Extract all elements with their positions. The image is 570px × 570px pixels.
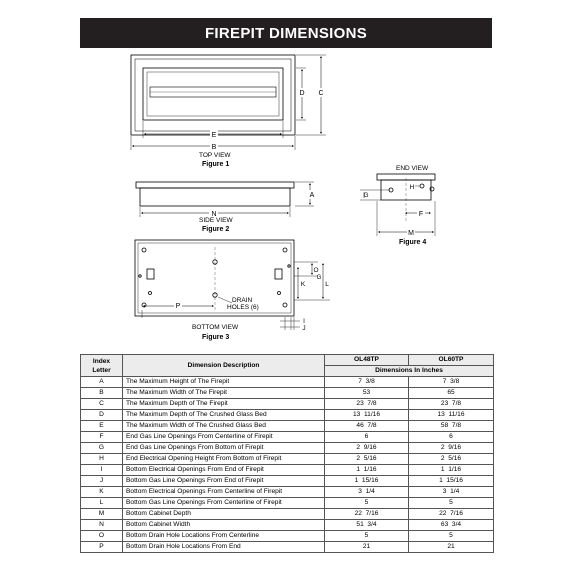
index-letter-cell: D bbox=[81, 410, 123, 421]
index-letter-cell: J bbox=[81, 476, 123, 487]
ol48tp-value-cell: 1 15/16 bbox=[325, 476, 409, 487]
table-row bbox=[81, 399, 494, 410]
ol60tp-value-cell: 22 7/16 bbox=[409, 509, 494, 520]
figure-4-view-label: END VIEW bbox=[396, 165, 429, 172]
ol48tp-value-cell: 2 5/16 bbox=[325, 454, 409, 465]
dim-letter-g-end: G bbox=[363, 192, 369, 199]
header-index-letter: Index Letter bbox=[81, 355, 123, 377]
description-cell: Bottom Cabinet Width bbox=[123, 520, 325, 531]
description-cell: Bottom Gas Line Openings From Centerline of Firepit bbox=[123, 498, 325, 509]
ol48tp-value-cell: 7 3/8 bbox=[325, 377, 409, 388]
ol60tp-value-cell: 5 bbox=[409, 531, 494, 542]
dim-letter-m: M bbox=[408, 230, 414, 237]
table-row bbox=[81, 498, 494, 509]
ol48tp-value-cell: 5 bbox=[325, 498, 409, 509]
table-row bbox=[81, 432, 494, 443]
table-row bbox=[81, 542, 494, 553]
ol60tp-value-cell: 13 11/16 bbox=[409, 410, 494, 421]
dim-letter-j: J bbox=[302, 325, 306, 332]
table-row bbox=[81, 454, 494, 465]
ol60tp-value-cell: 23 7/8 bbox=[409, 399, 494, 410]
dim-letter-o: O bbox=[313, 267, 319, 274]
figure-3-view-label: BOTTOM VIEW bbox=[192, 324, 239, 331]
dim-letter-a: A bbox=[309, 192, 315, 199]
ol60tp-value-cell: 3 1/4 bbox=[409, 487, 494, 498]
index-letter-cell: H bbox=[81, 454, 123, 465]
description-cell: The Maximum Depth of The Crushed Glass Bed bbox=[123, 410, 325, 421]
ol60tp-value-cell: 21 bbox=[409, 542, 494, 553]
table-row bbox=[81, 443, 494, 454]
index-letter-cell: F bbox=[81, 432, 123, 443]
index-letter-cell: E bbox=[81, 421, 123, 432]
ol60tp-value-cell: 2 9/16 bbox=[409, 443, 494, 454]
table-row bbox=[81, 476, 494, 487]
ol48tp-value-cell: 21 bbox=[325, 542, 409, 553]
drain-holes-label-line1: DRAIN bbox=[232, 297, 253, 304]
description-cell: Bottom Gas Line Openings From End of Firepit bbox=[123, 476, 325, 487]
figure-2-view-label: SIDE VIEW bbox=[199, 217, 233, 224]
dimensions-table-body bbox=[81, 377, 494, 553]
dim-letter-b: B bbox=[211, 144, 217, 151]
index-letter-cell: N bbox=[81, 520, 123, 531]
table-row bbox=[81, 531, 494, 542]
table-row bbox=[81, 487, 494, 498]
ol48tp-value-cell: 1 1/16 bbox=[325, 465, 409, 476]
index-letter-cell: B bbox=[81, 388, 123, 399]
ol48tp-value-cell: 22 7/16 bbox=[325, 509, 409, 520]
dim-letter-p: P bbox=[175, 303, 181, 310]
description-cell: End Electrical Opening Height From Bottom of Firepit bbox=[123, 454, 325, 465]
description-cell: Bottom Drain Hole Locations From Centerline bbox=[123, 531, 325, 542]
figure-4-caption: Figure 4 bbox=[399, 239, 427, 246]
ol60tp-value-cell: 2 5/16 bbox=[409, 454, 494, 465]
dim-letter-i: I bbox=[303, 318, 305, 325]
index-letter-cell: L bbox=[81, 498, 123, 509]
description-cell: The Maximum Width of The Crushed Glass Bed bbox=[123, 421, 325, 432]
ol48tp-value-cell: 13 11/16 bbox=[325, 410, 409, 421]
index-letter-cell: K bbox=[81, 487, 123, 498]
figure-2-caption: Figure 2 bbox=[202, 226, 230, 233]
description-cell: The Maximum Width of The Firepit bbox=[123, 388, 325, 399]
ol48tp-value-cell: 51 3/4 bbox=[325, 520, 409, 531]
ol48tp-value-cell: 53 bbox=[325, 388, 409, 399]
index-letter-cell: M bbox=[81, 509, 123, 520]
description-cell: End Gas Line Openings From Centerline of Firepit bbox=[123, 432, 325, 443]
index-letter-cell: C bbox=[81, 399, 123, 410]
table-row bbox=[81, 465, 494, 476]
index-letter-cell: I bbox=[81, 465, 123, 476]
index-letter-cell: O bbox=[81, 531, 123, 542]
table-row bbox=[81, 377, 494, 388]
ol60tp-value-cell: 58 7/8 bbox=[409, 421, 494, 432]
dim-letter-f: F bbox=[418, 211, 424, 218]
description-cell: Bottom Electrical Openings From End of Firepit bbox=[123, 465, 325, 476]
dim-letter-n: N bbox=[211, 211, 217, 218]
description-cell: The Maximum Height of The Firepit bbox=[123, 377, 325, 388]
ol48tp-value-cell: 3 1/4 bbox=[325, 487, 409, 498]
header-dimension-description: Dimension Description bbox=[123, 355, 325, 377]
table-row bbox=[81, 388, 494, 399]
description-cell: The Maximum Depth of The Firepit bbox=[123, 399, 325, 410]
figure-1-caption: Figure 1 bbox=[202, 161, 230, 168]
table-row bbox=[81, 509, 494, 520]
ol48tp-value-cell: 2 9/16 bbox=[325, 443, 409, 454]
ol60tp-value-cell: 5 bbox=[409, 498, 494, 509]
ol48tp-value-cell: 6 bbox=[325, 432, 409, 443]
dim-letter-d: D bbox=[299, 90, 305, 97]
dim-letter-l: L bbox=[325, 281, 329, 288]
ol60tp-value-cell: 63 3/4 bbox=[409, 520, 494, 531]
index-letter-cell: P bbox=[81, 542, 123, 553]
description-cell: Bottom Drain Hole Locations From End bbox=[123, 542, 325, 553]
header-model-ol60tp: OL60TP bbox=[409, 355, 494, 366]
dim-letter-g: G bbox=[316, 275, 322, 281]
figure-1-view-label: TOP VIEW bbox=[199, 152, 231, 159]
table-row bbox=[81, 520, 494, 531]
dim-letter-k: K bbox=[300, 281, 306, 288]
figure-3-caption: Figure 3 bbox=[202, 334, 230, 341]
dimensions-table bbox=[80, 354, 494, 553]
page-title: FIREPIT DIMENSIONS bbox=[80, 18, 492, 48]
dim-letter-c: C bbox=[318, 90, 324, 97]
ol60tp-value-cell: 7 3/8 bbox=[409, 377, 494, 388]
table-row bbox=[81, 421, 494, 432]
header-model-ol48tp: OL48TP bbox=[325, 355, 409, 366]
dim-letter-h-end: H bbox=[409, 184, 415, 191]
description-cell: Bottom Electrical Openings From Centerline of Firepit bbox=[123, 487, 325, 498]
dim-letter-e: E bbox=[211, 132, 217, 139]
ol60tp-value-cell: 1 1/16 bbox=[409, 465, 494, 476]
ol48tp-value-cell: 46 7/8 bbox=[325, 421, 409, 432]
ol60tp-value-cell: 6 bbox=[409, 432, 494, 443]
ol60tp-value-cell: 65 bbox=[409, 388, 494, 399]
index-letter-cell: A bbox=[81, 377, 123, 388]
table-row bbox=[81, 410, 494, 421]
ol48tp-value-cell: 5 bbox=[325, 531, 409, 542]
ol48tp-value-cell: 23 7/8 bbox=[325, 399, 409, 410]
index-letter-cell: G bbox=[81, 443, 123, 454]
header-units: Dimensions In Inches bbox=[325, 366, 494, 377]
description-cell: Bottom Cabinet Depth bbox=[123, 509, 325, 520]
ol60tp-value-cell: 1 15/16 bbox=[409, 476, 494, 487]
drain-holes-label-line2: HOLES (6) bbox=[227, 304, 259, 311]
description-cell: End Gas Line Openings From Bottom of Firepit bbox=[123, 443, 325, 454]
